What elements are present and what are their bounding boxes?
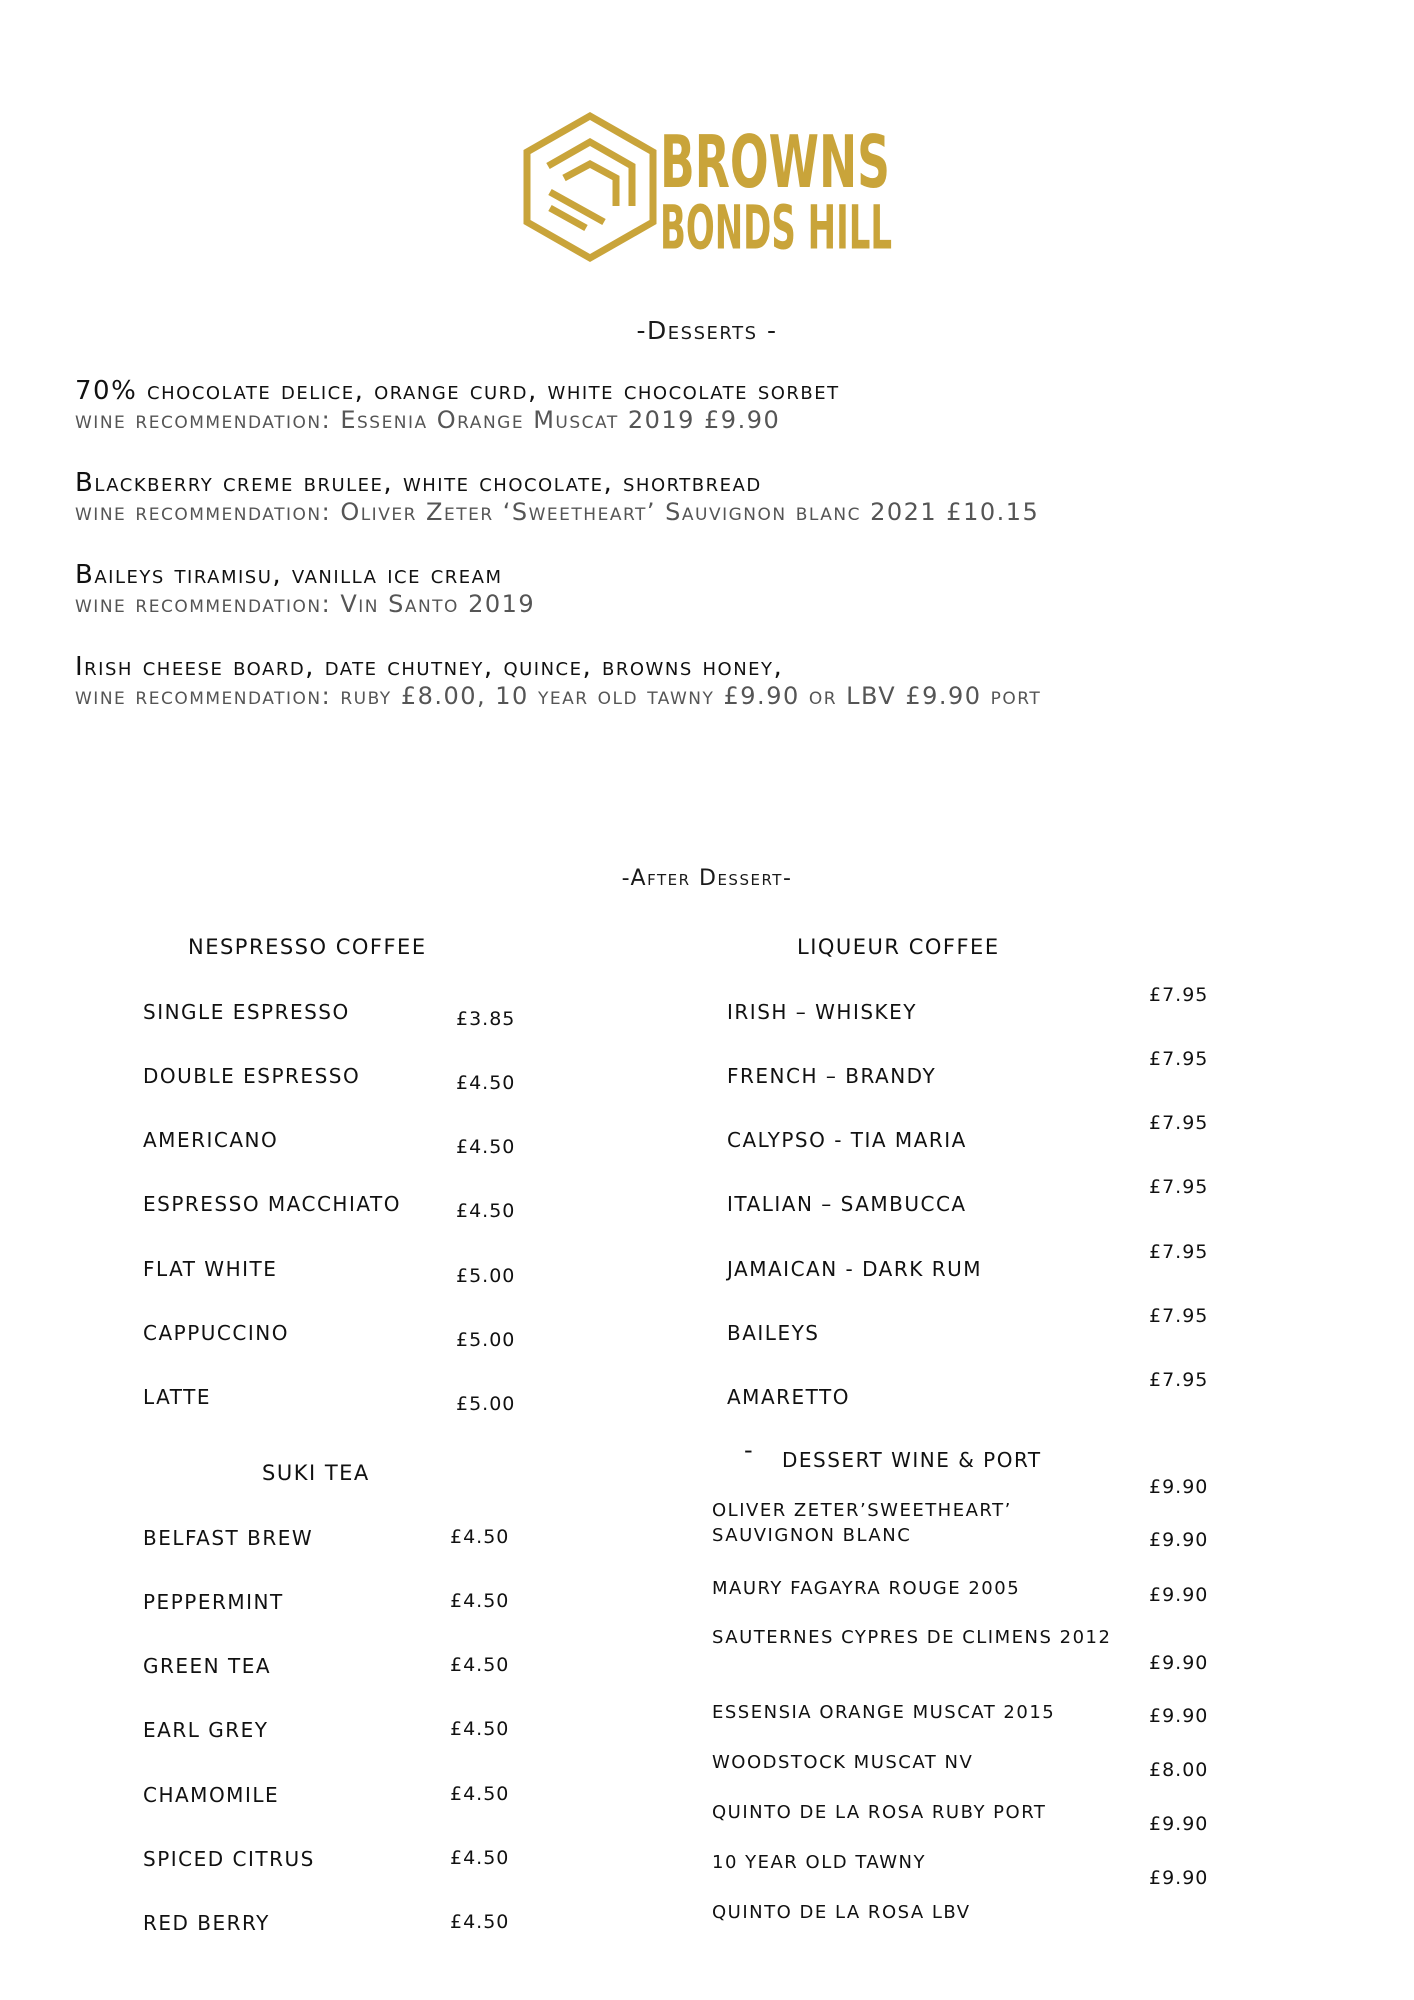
wine-recommendation: wine recommendation: Vin Santo 2019 — [75, 590, 536, 618]
coffee-name: AMERICANO — [143, 1128, 279, 1152]
wine-price: £8.00 — [1149, 1759, 1209, 1781]
tea-name: GREEN TEA — [143, 1654, 272, 1678]
browns-logo-icon — [520, 110, 900, 264]
liqueur-price: £7.95 — [1149, 1241, 1209, 1263]
wine-price: £9.90 — [1149, 1813, 1209, 1835]
wine-recommendation: wine recommendation: ruby £8.00, 10 year old tawny £9.90 or LBV £9.90 port — [75, 682, 1042, 710]
liqueur-price: £7.95 — [1149, 984, 1209, 1006]
liqueur-name: ITALIAN – SAMBUCCA — [727, 1192, 967, 1216]
liqueur-price: £7.95 — [1149, 1176, 1209, 1198]
liqueur-heading: LIQUEUR COFFEE — [797, 935, 1000, 959]
desserts-title: -Desserts - — [636, 316, 778, 345]
logo-line-1: BROWNS — [660, 121, 890, 205]
liqueur-price: £7.95 — [1149, 1048, 1209, 1070]
tea-name: CHAMOMILE — [143, 1783, 280, 1807]
liqueur-price: £7.95 — [1149, 1369, 1209, 1391]
wine-name: ESSENSIA ORANGE MUSCAT 2015 — [712, 1702, 1056, 1723]
tea-name: RED BERRY — [143, 1911, 270, 1935]
tea-price: £4.50 — [450, 1847, 510, 1869]
tea-price: £4.50 — [450, 1718, 510, 1740]
dessert-item: Baileys tiramisu, vanilla ice cream — [75, 560, 503, 590]
coffee-name: LATTE — [143, 1385, 211, 1409]
coffee-price: £5.00 — [456, 1393, 516, 1415]
liqueur-name: FRENCH – BRANDY — [727, 1064, 937, 1088]
coffee-price: £5.00 — [456, 1265, 516, 1287]
coffee-name: FLAT WHITE — [143, 1257, 278, 1281]
wine-heading-dash: - — [744, 1436, 755, 1464]
tea-price: £4.50 — [450, 1526, 510, 1548]
dessert-item: Irish cheese board, date chutney, quince, browns honey, — [75, 652, 784, 682]
wine-heading: DESSERT WINE & PORT — [782, 1448, 1042, 1472]
liqueur-name: BAILEYS — [727, 1321, 820, 1345]
logo — [520, 110, 900, 264]
wine-recommendation: wine recommendation: Oliver Zeter ‘Sweetheart’ Sauvignon blanc 2021 £10.15 — [75, 498, 1040, 526]
tea-name: EARL GREY — [143, 1718, 269, 1742]
wine-price: £9.90 — [1149, 1705, 1209, 1727]
liqueur-price: £7.95 — [1149, 1112, 1209, 1134]
coffee-price: £4.50 — [456, 1136, 516, 1158]
coffee-price: £4.50 — [456, 1072, 516, 1094]
wine-name: 10 YEAR OLD TAWNY — [712, 1852, 926, 1873]
tea-heading: SUKI TEA — [262, 1461, 370, 1485]
wine-name: QUINTO DE LA ROSA RUBY PORT — [712, 1802, 1047, 1823]
coffee-name: ESPRESSO MACCHIATO — [143, 1192, 401, 1216]
wine-price: £9.90 — [1149, 1476, 1209, 1498]
coffee-name: SINGLE ESPRESSO — [143, 1000, 350, 1024]
wine-name: OLIVER ZETER’SWEETHEART’ SAUVIGNON BLANC — [712, 1500, 1012, 1546]
wine-price: £9.90 — [1149, 1584, 1209, 1606]
logo-line-2: BONDS HILL — [660, 193, 892, 264]
coffee-price: £5.00 — [456, 1329, 516, 1351]
wine-price: £9.90 — [1149, 1652, 1209, 1674]
liqueur-name: CALYPSO - TIA MARIA — [727, 1128, 967, 1152]
wine-name: WOODSTOCK MUSCAT NV — [712, 1752, 974, 1773]
dessert-item: Blackberry creme brulee, white chocolate, shortbread — [75, 468, 762, 498]
after-dessert-title: -After Dessert- — [621, 866, 793, 891]
liqueur-price: £7.95 — [1149, 1305, 1209, 1327]
coffee-name: DOUBLE ESPRESSO — [143, 1064, 361, 1088]
wine-price: £9.90 — [1149, 1867, 1209, 1889]
tea-price: £4.50 — [450, 1654, 510, 1676]
coffee-name: CAPPUCCINO — [143, 1321, 289, 1345]
wine-recommendation: wine recommendation: Essenia Orange Muscat 2019 £9.90 — [75, 406, 781, 434]
coffee-price: £3.85 — [456, 1008, 516, 1030]
nespresso-heading: NESPRESSO COFFEE — [188, 935, 427, 959]
tea-price: £4.50 — [450, 1783, 510, 1805]
tea-price: £4.50 — [450, 1590, 510, 1612]
coffee-price: £4.50 — [456, 1200, 516, 1222]
tea-name: SPICED CITRUS — [143, 1847, 315, 1871]
liqueur-name: JAMAICAN - DARK RUM — [727, 1257, 982, 1281]
tea-price: £4.50 — [450, 1911, 510, 1933]
liqueur-name: AMARETTO — [727, 1385, 850, 1409]
wine-name: SAUTERNES CYPRES DE CLIMENS 2012 — [712, 1627, 1112, 1648]
liqueur-name: IRISH – WHISKEY — [727, 1000, 918, 1024]
tea-name: BELFAST BREW — [143, 1526, 314, 1550]
dessert-item: 70% chocolate delice, orange curd, white chocolate sorbet — [75, 376, 840, 406]
wine-price: £9.90 — [1149, 1529, 1209, 1551]
tea-name: PEPPERMINT — [143, 1590, 284, 1614]
wine-name: QUINTO DE LA ROSA LBV — [712, 1902, 971, 1923]
wine-name: MAURY FAGAYRA ROUGE 2005 — [712, 1578, 1021, 1599]
